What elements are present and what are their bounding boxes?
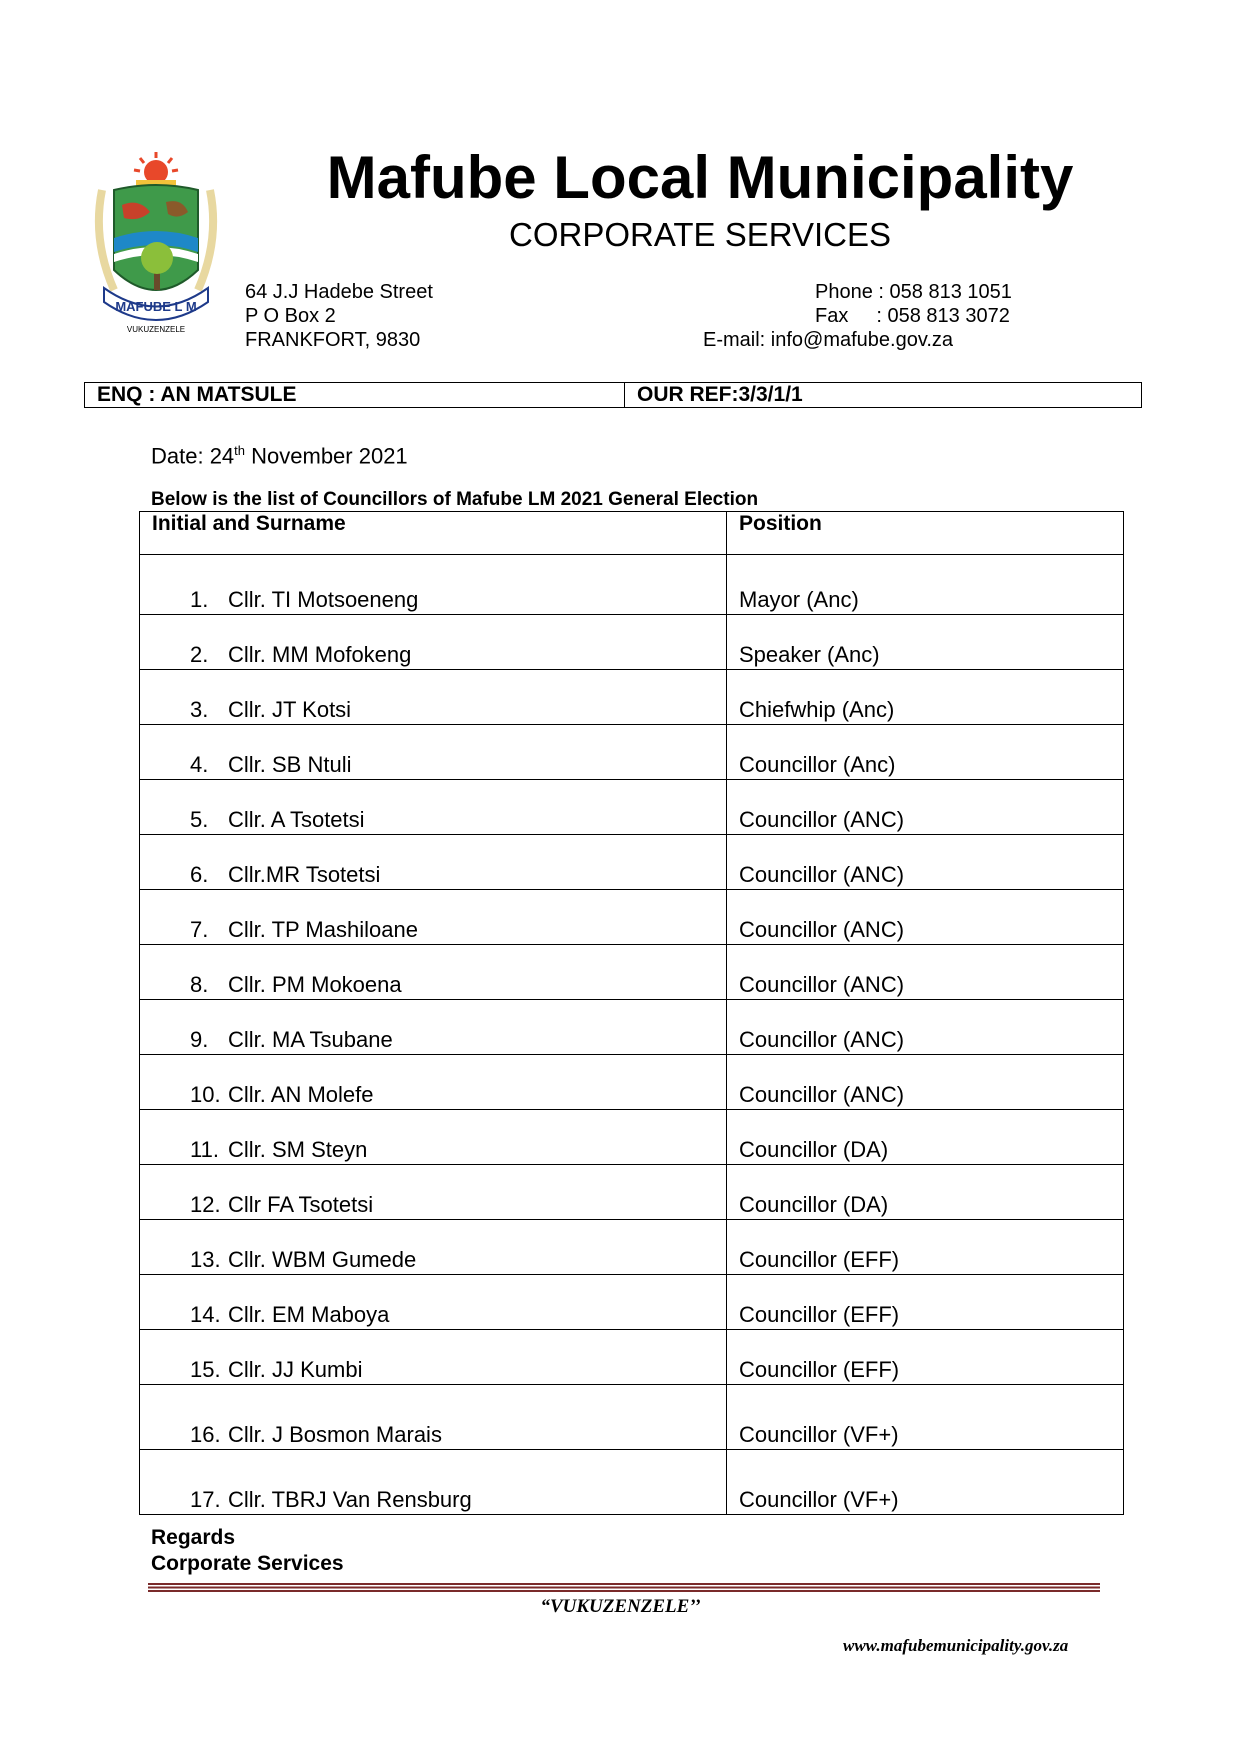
row-number: 1.	[190, 587, 209, 612]
councillor-position: Councillor (Anc)	[727, 725, 1124, 780]
phone-number: 058 813 1051	[889, 281, 1012, 303]
table-header-row	[140, 512, 1124, 555]
phone-label: Phone	[815, 281, 873, 303]
date-rest: November 2021	[245, 443, 408, 469]
row-number: 8.	[190, 972, 209, 997]
councillor-name-cell	[140, 615, 727, 670]
row-number: 12.	[190, 1192, 221, 1217]
table-row	[140, 1450, 1124, 1515]
councillor-name: Cllr. MA Tsubane	[228, 1027, 393, 1052]
column-header-name: Initial and Surname	[140, 512, 727, 555]
councillor-name: Cllr. JT Kotsi	[228, 697, 352, 722]
footer-divider	[148, 1583, 1100, 1592]
councillor-name-cell	[140, 890, 727, 945]
row-number: 13.	[190, 1247, 221, 1272]
row-number: 16.	[190, 1422, 221, 1447]
councillor-position: Mayor (Anc)	[727, 555, 1124, 615]
sign-off-greeting: Regards	[151, 1526, 236, 1549]
date-prefix: Date: 24	[151, 443, 235, 469]
councillor-position: Councillor (VF+)	[727, 1385, 1124, 1450]
councillor-position: Councillor (EFF)	[727, 1220, 1124, 1275]
councillor-name-cell	[140, 945, 727, 1000]
row-number: 5.	[190, 807, 209, 832]
table-row	[140, 1385, 1124, 1450]
row-number: 6.	[190, 862, 209, 887]
table-row	[140, 890, 1124, 945]
councillor-position: Speaker (Anc)	[727, 615, 1124, 670]
phone-line: Phone : 058 813 1051	[815, 281, 1012, 303]
table-row	[140, 1275, 1124, 1330]
column-header-position: Position	[727, 512, 1124, 555]
councillor-position: Councillor (ANC)	[727, 1000, 1124, 1055]
table-row	[140, 1330, 1124, 1385]
sign-off	[151, 1525, 344, 1577]
svg-text:MAFUBE L M: MAFUBE L M	[115, 299, 197, 314]
row-number: 3.	[190, 697, 209, 722]
fax-line: Fax : 058 813 3072	[815, 305, 1010, 327]
councillor-position: Councillor (EFF)	[727, 1275, 1124, 1330]
councillor-name-cell	[140, 555, 727, 615]
date-ordinal: th	[234, 443, 246, 458]
table-row	[140, 670, 1124, 725]
councillor-position: Councillor (ANC)	[727, 1055, 1124, 1110]
councillor-name: Cllr. A Tsotetsi	[228, 807, 365, 832]
councillor-name-cell	[140, 1000, 727, 1055]
fax-number: 058 813 3072	[887, 305, 1010, 327]
councillor-position: Councillor (ANC)	[727, 780, 1124, 835]
row-number: 9.	[190, 1027, 209, 1052]
address-line: FRANKFORT, 9830	[245, 329, 421, 351]
councillor-name-cell	[140, 670, 727, 725]
address-line: 64 J.J Hadebe Street	[245, 281, 433, 303]
councillor-name-cell	[140, 1385, 727, 1450]
our-reference: OUR REF:3/3/1/1	[637, 383, 803, 406]
councillor-position: Chiefwhip (Anc)	[727, 670, 1124, 725]
table-row	[140, 780, 1124, 835]
address-line: P O Box 2	[245, 305, 336, 327]
svg-text:VUKUZENZELE: VUKUZENZELE	[126, 325, 186, 334]
email-address[interactable]: info@mafube.gov.za	[770, 329, 954, 351]
intro-text: Below is the list of Councillors of Mafube LM 2021 General Election	[151, 489, 759, 510]
enquiry-reference: ENQ : AN MATSULE	[85, 383, 625, 407]
row-number: 11.	[190, 1137, 219, 1162]
organization-name: Mafube Local Municipality	[326, 144, 1074, 211]
email-line	[703, 328, 953, 352]
table-row	[140, 615, 1124, 670]
councillor-name-cell	[140, 1450, 727, 1515]
councillor-name: Cllr. J Bosmon Marais	[228, 1422, 442, 1447]
councillor-name-cell	[140, 725, 727, 780]
councillor-position: Councillor (EFF)	[727, 1330, 1124, 1385]
postal-address	[245, 280, 433, 352]
table-row	[140, 1110, 1124, 1165]
department-name: CORPORATE SERVICES	[508, 216, 892, 253]
councillor-name-cell	[140, 1165, 727, 1220]
row-number: 4.	[190, 752, 209, 777]
letter-date	[151, 436, 408, 471]
row-number: 17.	[190, 1487, 221, 1512]
councillor-name-cell	[140, 1275, 727, 1330]
councillor-name: Cllr. PM Mokoena	[228, 972, 402, 997]
councillor-name: Cllr. MM Mofokeng	[228, 642, 412, 667]
row-number: 14.	[190, 1302, 221, 1327]
municipal-coat-of-arms-logo	[84, 150, 229, 340]
councillor-position: Councillor (DA)	[727, 1165, 1124, 1220]
fax-label: Fax	[815, 305, 849, 327]
councillor-name: Cllr. WBM Gumede	[228, 1247, 417, 1272]
table-row	[140, 555, 1124, 615]
table-body	[140, 555, 1124, 1515]
councillor-position: Councillor (VF+)	[727, 1450, 1124, 1515]
table-row	[140, 1055, 1124, 1110]
councillor-name-cell	[140, 780, 727, 835]
councillor-name: Cllr. TP Mashiloane	[228, 917, 418, 942]
councillor-position: Councillor (ANC)	[727, 835, 1124, 890]
councillors-table	[139, 511, 1124, 1515]
councillor-name: Cllr. EM Maboya	[228, 1302, 390, 1327]
row-number: 10.	[190, 1082, 221, 1107]
footer-motto: “VUKUZENZELE’’	[540, 1596, 701, 1617]
councillor-name: Cllr.MR Tsotetsi	[228, 862, 381, 887]
councillor-position: Councillor (ANC)	[727, 945, 1124, 1000]
row-number: 2.	[190, 642, 209, 667]
councillor-name: Cllr. AN Molefe	[228, 1082, 374, 1107]
table-row	[140, 1165, 1124, 1220]
table-row	[140, 1000, 1124, 1055]
table-row	[140, 835, 1124, 890]
sun-rays-icon	[134, 152, 178, 186]
councillor-name-cell	[140, 1330, 727, 1385]
councillor-name: Cllr. TI Motsoeneng	[228, 587, 419, 612]
table-row	[140, 945, 1124, 1000]
councillor-name-cell	[140, 835, 727, 890]
sign-off-department: Corporate Services	[151, 1552, 344, 1575]
table-row	[140, 725, 1124, 780]
reference-box	[84, 382, 1142, 408]
councillor-name: Cllr FA Tsotetsi	[228, 1192, 374, 1217]
councillor-name-cell	[140, 1110, 727, 1165]
table-row	[140, 1220, 1124, 1275]
councillor-position: Councillor (DA)	[727, 1110, 1124, 1165]
councillor-position: Councillor (ANC)	[727, 890, 1124, 945]
councillor-name: Cllr. TBRJ Van Rensburg	[228, 1487, 472, 1512]
councillor-name-cell	[140, 1055, 727, 1110]
row-number: 15.	[190, 1357, 221, 1382]
councillor-name-cell	[140, 1220, 727, 1275]
councillor-name: Cllr. SM Steyn	[228, 1137, 368, 1162]
email-label: E-mail:	[703, 329, 766, 351]
councillor-name: Cllr. JJ Kumbi	[228, 1357, 363, 1382]
footer-website[interactable]: www.mafubemunicipality.gov.za	[843, 1636, 1069, 1655]
row-number: 7.	[190, 917, 209, 942]
councillor-name: Cllr. SB Ntuli	[228, 752, 352, 777]
